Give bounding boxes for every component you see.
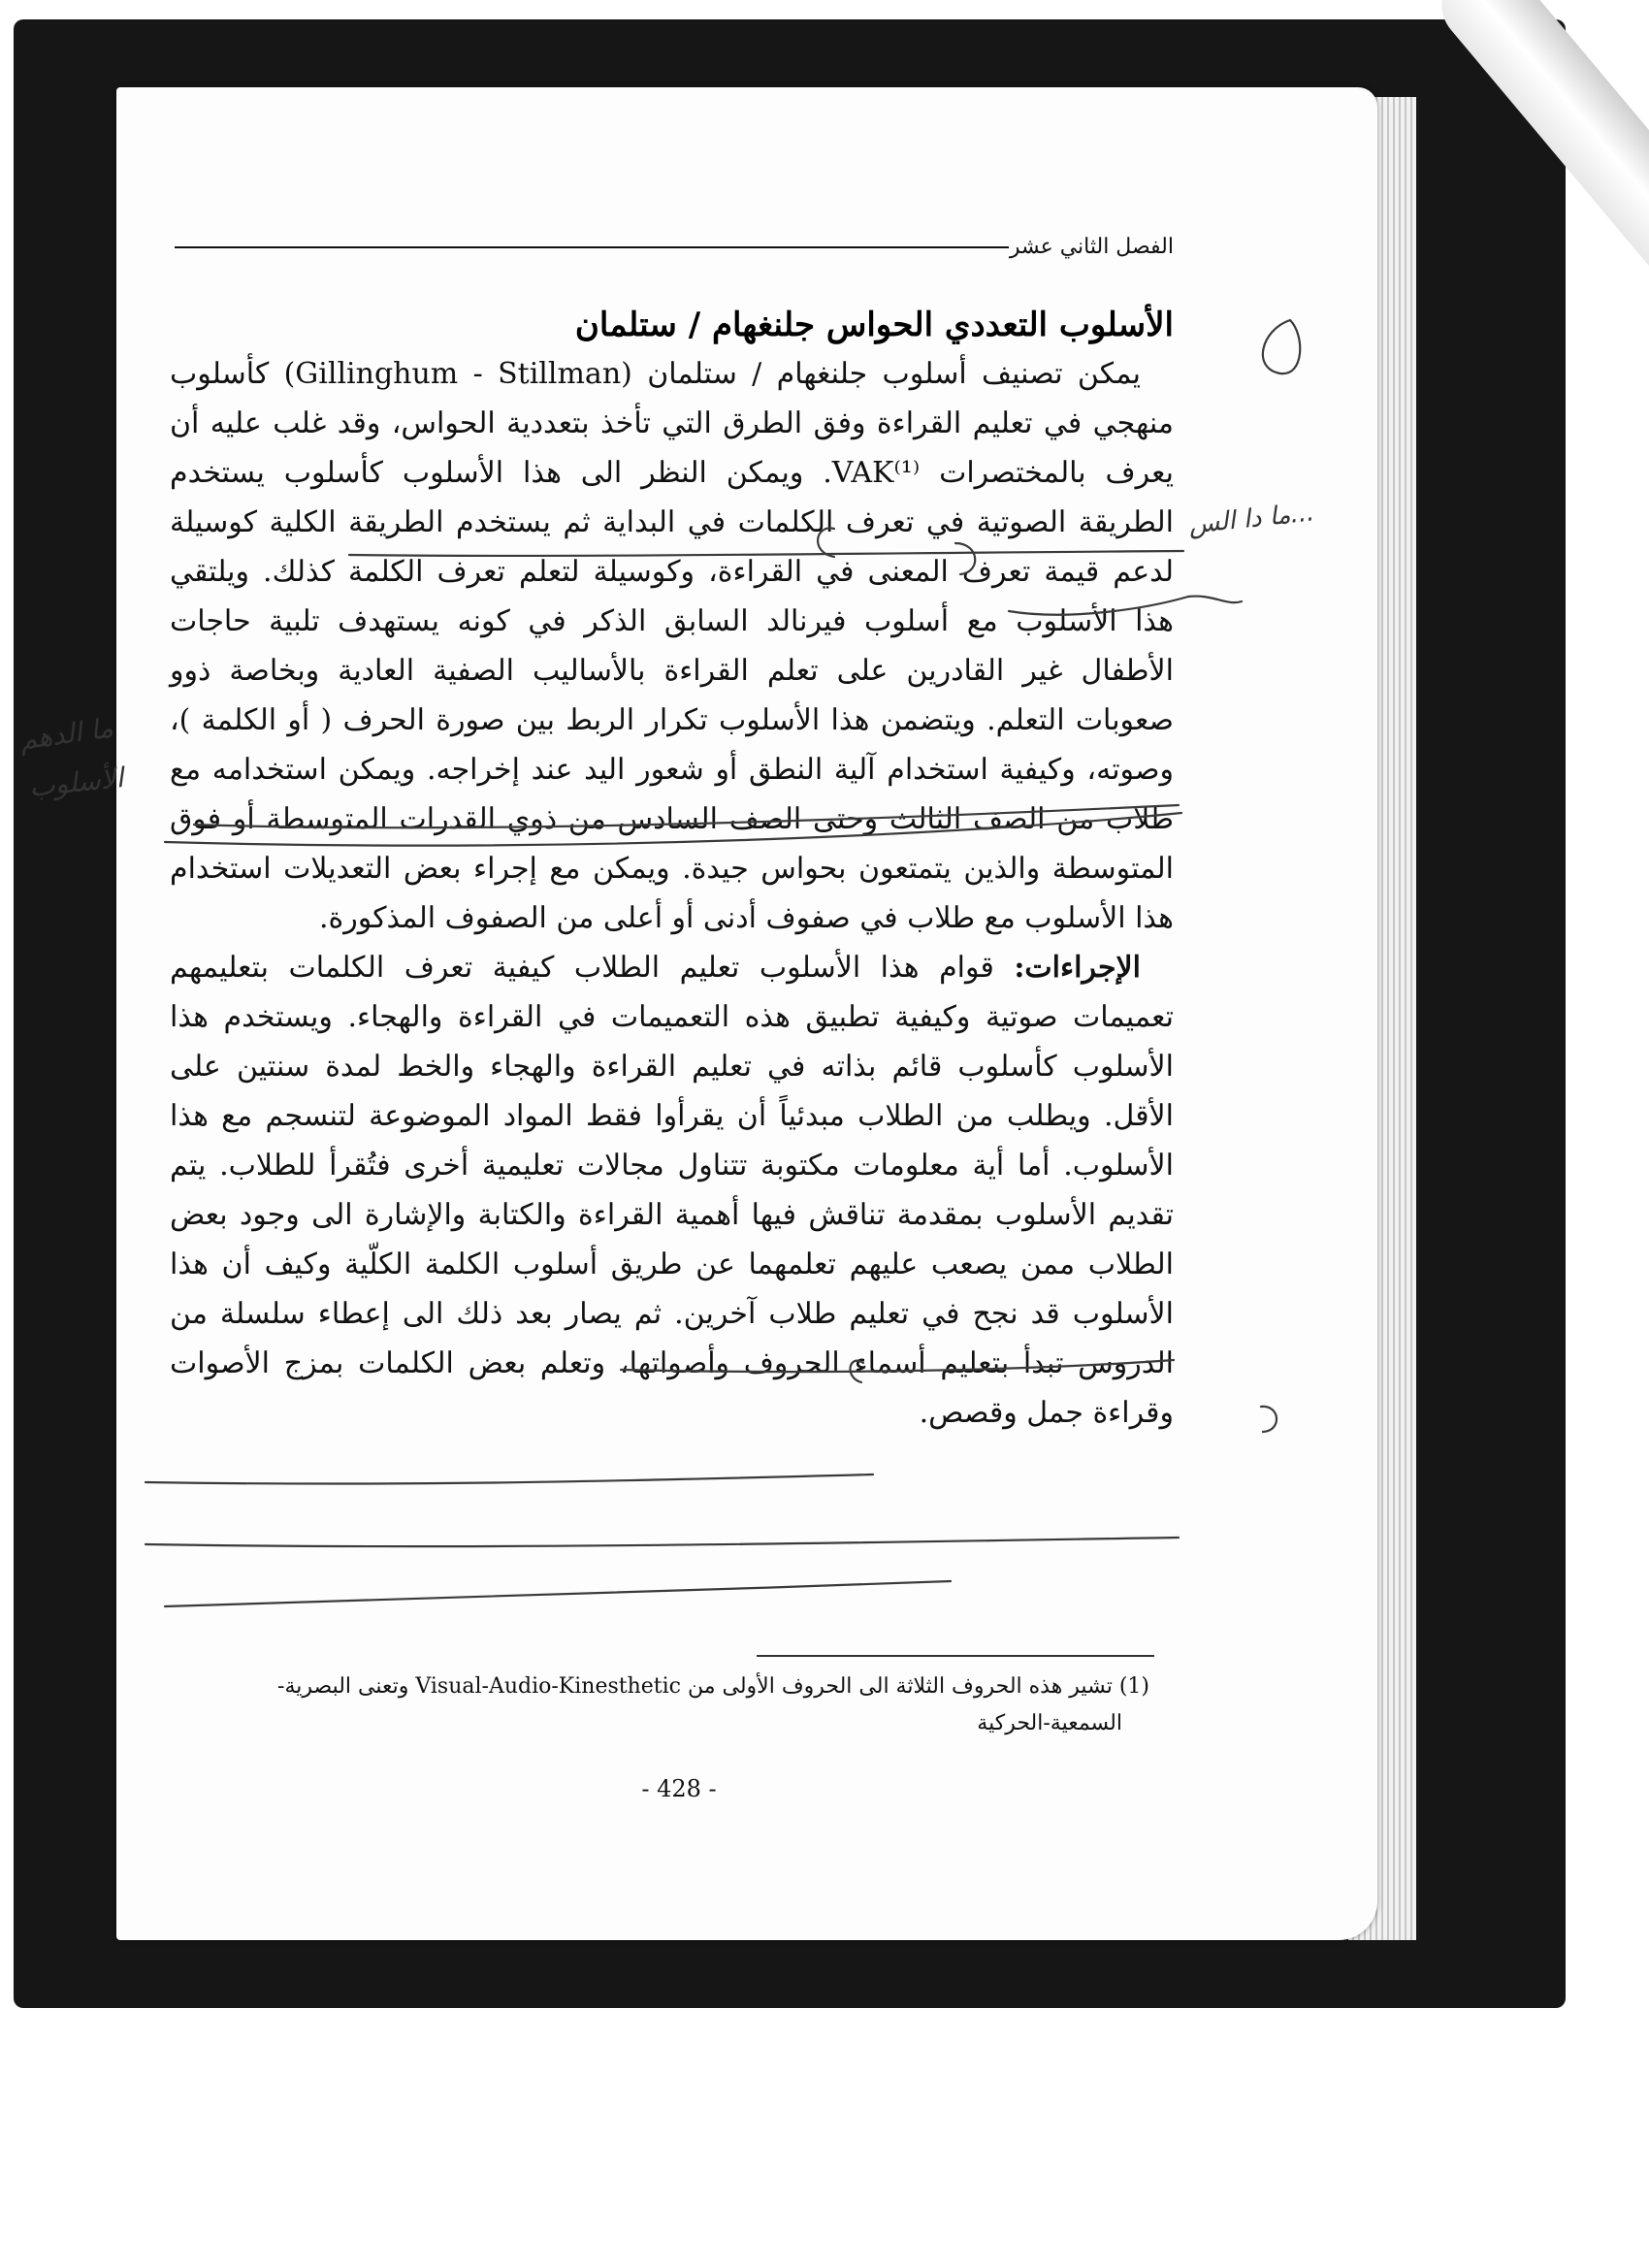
footnote: [170, 1669, 1149, 1742]
procedures-text: قوام هذا الأسلوب تعليم الطلاب كيفية تعرف الكلمات بتعليمهم تعميمات صوتية وكيفية تطبيق هذه التعميمات في القراءة والهجاء. ويستخدم هذا الأسلوب كأسلوب قائم بذاته في تعليم القراءة والهجاء والخط لمدة سنتين على الأقل. ويطلب من الطلاب مبدئياً أن يقرأوا فقط المواد الموضوعة لتنسجم مع هذا الأسلوب. أما أية معلومات مكتوبة تتناول مجالات تعليمية أخرى فتُقرأ للطلاب. يتم تقديم الأسلوب بمقدمة تناقش فيها أهمية القراءة والكتابة والإشارة الى وجود بعض الطلاب ممن يصعب عليهم تعلمهما عن طريق أسلوب الكلمة الكلّية وكيف أن هذا الأسلوب قد نجح في تعليم طلاب آخرين. ثم يصار بعد ذلك الى إعطاء سلسلة من الدروس تبدأ بتعليم أسماء الحروف وأصواتها، وتعلم بعض الكلمات بمزج الأصوات وقراءة جمل وقصص.: [170, 951, 1174, 1430]
chapter-title: الفصل الثاني عشر: [1009, 235, 1174, 259]
handwritten-note-left-top: ما الدهم: [17, 711, 115, 757]
procedures-label: الإجراءات:: [1014, 951, 1141, 985]
paragraph-intro: يمكن تصنيف أسلوب جلنغهام / ستلمان (Gillinghum - Stillman) كأسلوب منهجي في تعليم القراءة وفق الطرق التي تأخذ بتعددية الحواس، وقد غلب عليه أن يعرف بالمختصرات VAK⁽¹⁾. ويمكن النظر الى هذا الأسلوب كأسلوب يستخدم الطريقة الصوتية في تعرف الكلمات في البداية ثم يستخدم الطريقة الكلية كوسيلة لدعم قيمة تعرف المعنى في القراءة، وكوسيلة لتعلم تعرف الكلمة كذلك. ويلتقي هذا الأسلوب مع أسلوب فيرنالد السابق الذكر في كونه يستهدف تلبية حاجات الأطفال غير القادرين على تعلم القراءة بالأساليب الصفية العادية وبخاصة ذوو صعوبات التعلم. ويتضمن هذا الأسلوب تكرار الربط بين صورة الحرف ( أو الكلمة )، وصوته، وكيفية استخدام آلية النطق أو شعور اليد عند إخراجه. ويمكن استخدامه مع طلاب من الصف الثالث وحتى الصف السادس من ذوي القدرات المتوسطة أو فوق المتوسطة والذين يتمتعون بحواس جيدة. ويمكن مع إجراء بعض التعديلات استخدام هذا الأسلوب مع طلاب في صفوف أدنى أو أعلى من الصفوف المذكورة.: [170, 357, 1174, 935]
paragraph-procedures: [170, 943, 1174, 1438]
footnote-line-2: السمعية-الحركية: [977, 1711, 1122, 1735]
handwritten-note-left-bottom: الأسلوب: [27, 761, 125, 803]
body-text: [170, 349, 1174, 1438]
page-number: - 428 -: [641, 1775, 717, 1802]
running-header: [175, 235, 1174, 274]
footnote-line-1: (1) تشير هذه الحروف الثلاثة الى الحروف الأولى من Visual-Audio-Kinesthetic وتعنى البصرية-: [277, 1674, 1149, 1699]
section-title-text: الأسلوب التعددي الحواس جلنغهام / ستلمان: [574, 306, 1174, 344]
handwritten-note-right: ما دا الس...: [1186, 498, 1316, 540]
header-rule: [175, 246, 1009, 248]
footnote-rule: [757, 1655, 1154, 1657]
section-title: [0, 306, 1174, 344]
